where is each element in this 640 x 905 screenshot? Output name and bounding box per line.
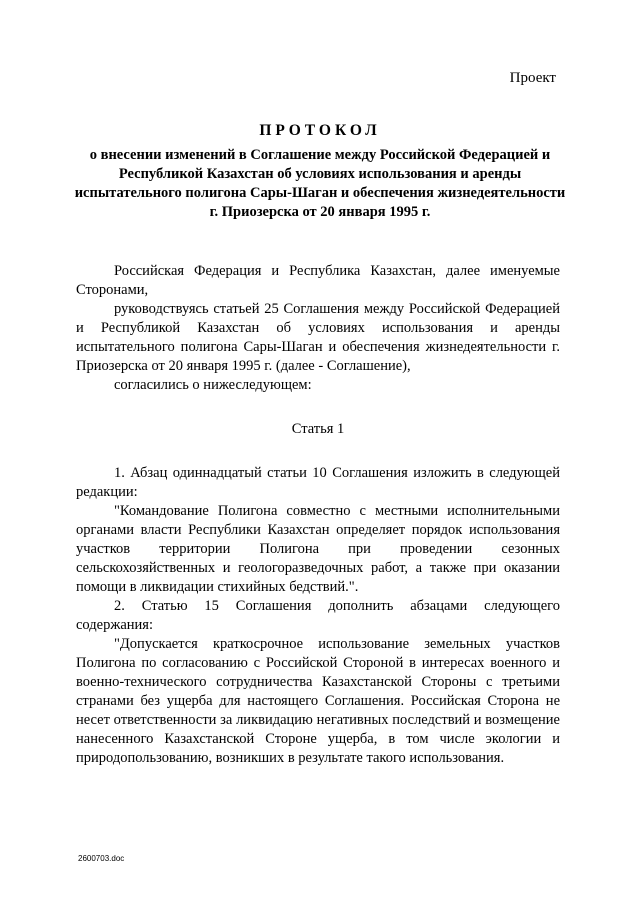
- article-item-1-quote: "Командование Полигона совместно с местными исполнительными органами власти Республики Казахстан определяет порядок использования участков территории Полигона при проведении сезонных сельскохозяйственных и геологоразведочных работ, а также при оказании помощи в ликвидации стихийных бедствий.".: [76, 503, 560, 595]
- article-item-2-quote: "Допускается краткосрочное использование земельных участков Полигона по согласованию с Российской Стороной в интересах военного и военно-технического сотрудничества Казахстанской Стороны с третьими странами без ущерба для настоящего Соглашения. Российская Сторона не несет ответственности за ликвидацию негативных последствий и возмещение нанесенного Казахстанской Стороне ущерба, в том числе экологии и природопользованию, возникших в результате такого использования.: [76, 636, 560, 766]
- document-subtitle: о внесении изменений в Соглашение между Российской Федерацией и Республикой Казахстан об условиях использования и аренды испытательного полигона Сары-Шаган и обеспечения жизнедеятельности г. Приозерска от 20 января 1995 г.: [74, 147, 566, 220]
- preamble-paragraph-3: согласились о нижеследующем:: [114, 377, 312, 393]
- document-title: ПРОТОКОЛ: [259, 122, 381, 139]
- draft-label: Проект: [509, 70, 556, 86]
- article-item-1-intro: 1. Абзац одиннадцатый статьи 10 Соглашения изложить в следующей редакции:: [76, 465, 560, 500]
- article-heading: Статья 1: [291, 421, 345, 437]
- footer-filename: 2600703.doc: [78, 854, 125, 863]
- preamble-paragraph-2: руководствуясь статьей 25 Соглашения между Российской Федерацией и Республикой Казахстан об условиях использования и аренды испытательного полигона Сары-Шаган и обеспечения жизнедеятельности г. Приозерска от 20 января 1995 г. (далее - Соглашение),: [76, 301, 560, 374]
- preamble-paragraph-1: Российская Федерация и Республика Казахстан, далее именуемые Сторонами,: [76, 263, 560, 298]
- document-body: [76, 262, 560, 768]
- article-item-2-intro: 2. Статью 15 Соглашения дополнить абзацами следующего содержания:: [76, 598, 560, 633]
